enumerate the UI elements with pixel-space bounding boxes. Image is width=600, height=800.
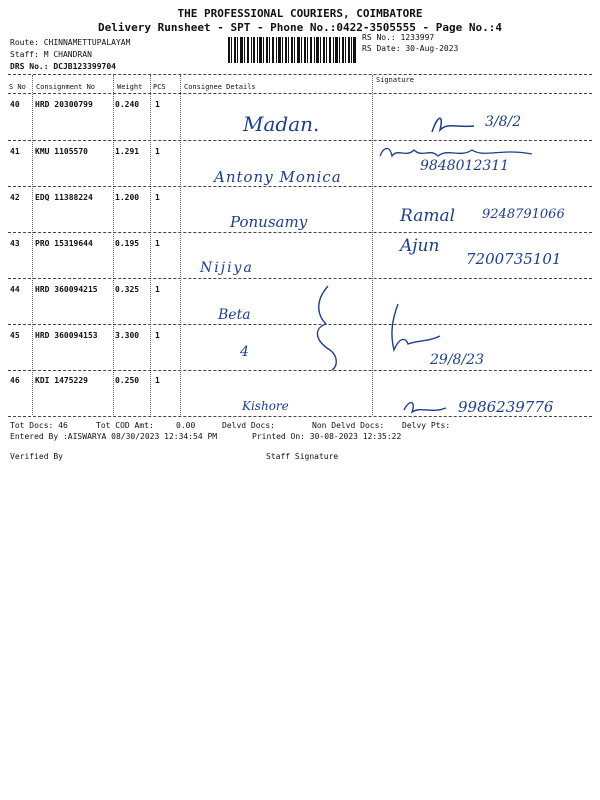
row-weight: 0.195	[115, 239, 140, 248]
signature-mark	[428, 112, 480, 142]
row-pcs: 1	[155, 100, 160, 109]
row-consignment: HRD 360094153	[35, 331, 98, 340]
header-top-rule	[8, 74, 592, 75]
row-sno: 40	[10, 100, 20, 109]
row-pcs: 1	[155, 376, 160, 385]
row-consignee: Beta	[218, 307, 251, 323]
row-pcs: 1	[155, 331, 160, 340]
row-weight: 0.250	[115, 376, 140, 385]
row-sno: 45	[10, 331, 20, 340]
row-rule	[8, 140, 592, 141]
row-signature: 29/8/23	[430, 352, 484, 368]
row-pcs: 1	[155, 147, 160, 156]
company-title: THE PROFESSIONAL COURIERS, COIMBATORE	[177, 7, 423, 20]
row-consignment: PRO 15319644	[35, 239, 93, 248]
printed-on: Printed On: 30-08-2023 12:35:22	[252, 432, 402, 441]
row-signature: 3/8/2	[485, 114, 522, 130]
row-pcs: 1	[155, 239, 160, 248]
signature-mark	[400, 396, 450, 418]
header-bottom-rule	[8, 93, 592, 94]
row-sno: 42	[10, 193, 20, 202]
col-divider	[32, 75, 33, 415]
staff-label: Staff: M CHANDRAN	[10, 50, 92, 59]
col-divider	[113, 75, 114, 415]
row-weight: 1.291	[115, 147, 140, 156]
row-signature: Ramal	[400, 206, 456, 226]
row-consignment: HRD 360094215	[35, 285, 98, 294]
row-weight: 1.200	[115, 193, 140, 202]
signature-mark	[384, 300, 444, 356]
row-consignee: Antony Monica	[214, 168, 342, 186]
row-consignee: Madan.	[243, 112, 320, 136]
row-phone: 9848012311	[420, 158, 510, 174]
row-pcs: 1	[155, 193, 160, 202]
col-divider	[180, 75, 181, 415]
verified-by: Verified By	[10, 452, 63, 461]
col-consignment: Consignment No	[36, 83, 96, 91]
row-weight: 0.325	[115, 285, 140, 294]
row-phone: 7200735101	[466, 250, 562, 268]
rs-number: RS No.: 1233997	[362, 33, 435, 42]
row-sno: 46	[10, 376, 20, 385]
total-docs: Tot Docs: 46	[10, 421, 68, 430]
row-consignment: KMU 1105570	[35, 147, 88, 156]
runsheet-title: Delivery Runsheet - SPT - Phone No.:0422-3505555 - Page No.:4	[98, 21, 502, 34]
col-sno: S No	[9, 83, 26, 91]
table-bottom-rule	[8, 416, 592, 417]
col-consignee: Consignee Details	[184, 83, 256, 91]
total-cod-label: Tot COD Amt:	[96, 421, 154, 430]
row-weight: 3.300	[115, 331, 140, 340]
row-consignee: 4	[240, 344, 249, 360]
row-consignee: Ponusamy	[230, 213, 308, 231]
row-pcs: 1	[155, 285, 160, 294]
col-weight: Weight	[117, 83, 143, 91]
delivered-docs: Delvd Docs:	[222, 421, 275, 430]
row-phone: 9248791066	[482, 207, 565, 222]
row-sno: 43	[10, 239, 20, 248]
row-rule	[8, 278, 592, 279]
rs-date: RS Date: 30-Aug-2023	[362, 44, 459, 53]
row-rule	[8, 324, 592, 325]
barcode	[228, 37, 356, 63]
col-divider	[150, 75, 151, 415]
row-consignee: Kishore	[242, 399, 289, 413]
row-sno: 41	[10, 147, 20, 156]
row-signature: Ajun	[400, 236, 440, 256]
delivery-points: Delvy Pts:	[402, 421, 451, 430]
row-rule	[8, 186, 592, 187]
row-phone: 9986239776	[458, 398, 554, 416]
col-signature: Signature	[376, 76, 414, 84]
row-consignment: EDQ 11388224	[35, 193, 93, 202]
bracket-mark	[308, 284, 348, 372]
route-label: Route: CHINNAMETTUPALAYAM	[10, 38, 131, 47]
row-rule	[8, 370, 592, 371]
row-consignee: Nijiya	[200, 260, 254, 276]
row-rule	[8, 232, 592, 233]
entered-by: Entered By :AISWARYA 08/30/2023 12:34:54 PM	[10, 432, 218, 441]
non-delivered-docs: Non Delvd Docs:	[312, 421, 385, 430]
drs-number: DRS No.: DCJB123399704	[10, 62, 116, 71]
row-consignment: KDI 1475229	[35, 376, 88, 385]
staff-signature: Staff Signature	[266, 452, 339, 461]
row-sno: 44	[10, 285, 20, 294]
total-cod-value: 0.00	[176, 421, 196, 430]
col-divider	[372, 75, 373, 415]
col-pcs: PCS	[153, 83, 166, 91]
row-consignment: HRD 20300799	[35, 100, 93, 109]
row-weight: 0.240	[115, 100, 140, 109]
